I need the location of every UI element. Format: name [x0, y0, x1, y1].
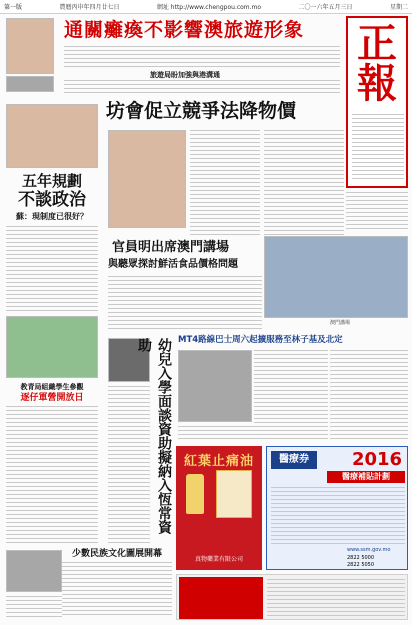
- story3-subhead: 與聽眾探討鮮活食品價格問題: [108, 259, 238, 270]
- bottom-left-photo: [6, 550, 62, 592]
- medical-advert-website[interactable]: www.ssm.gov.mo: [347, 547, 391, 553]
- oil-advert-footer: 真物藥業有限公司: [194, 556, 243, 563]
- lead-headline: 通關癱瘓不影響澳旅遊形象: [64, 19, 305, 41]
- story4-headline: 幼兒入學面談資助擬納入恆常資助: [136, 338, 172, 534]
- bottom-ad-strip[interactable]: [176, 574, 408, 620]
- story5-body-1: [254, 350, 328, 424]
- story2-body-col1: [190, 130, 260, 236]
- lunar-date: 農曆丙申年四月廿七日: [59, 4, 120, 11]
- oil-bottle-icon: [186, 474, 204, 514]
- bottom-left-body: [62, 562, 172, 618]
- section-label: 第一版: [4, 4, 23, 11]
- weekday: 星期二: [389, 4, 408, 11]
- masthead-title-2: 報: [357, 60, 397, 107]
- site-url[interactable]: 網址 http://www.chengpou.com.mo: [156, 4, 262, 11]
- side-headline-2: 不談政治: [18, 190, 86, 210]
- lead-subhead: 旅遊局盼加強與港溝通: [150, 71, 220, 79]
- masthead: [346, 16, 408, 188]
- bottom-left-headline: 少數民族文化圖展開幕: [71, 549, 162, 559]
- side-body-text: [6, 226, 98, 312]
- story5-headline: MT4路線巴士周六起擴服務至林子基及北定: [178, 335, 343, 345]
- left-col-headline-2: 逐仔軍營開放日: [20, 393, 84, 403]
- medical-voucher-advert[interactable]: [266, 446, 408, 570]
- story2-headline: 坊會促立競爭法降物價: [106, 100, 297, 122]
- medical-advert-year: 2016: [351, 449, 403, 470]
- medical-voucher-logo: 醫療券: [271, 451, 317, 469]
- left-col-headline-1: 教青局組織學生參觀: [20, 383, 84, 391]
- story3-photo-caption: 澳門講場: [329, 320, 350, 326]
- medical-advert-phone-2: 2822 5050: [347, 562, 375, 568]
- medical-advert-phone-1: 2822 5000: [347, 555, 375, 561]
- bottom-ad-banner: [179, 577, 263, 619]
- oil-advert-title: 紅葉止痛油: [183, 454, 254, 469]
- story5-body-3: [178, 426, 328, 442]
- lead-portrait-photo: [6, 18, 54, 74]
- medical-advert-body: [271, 487, 405, 547]
- side-headline-1: 五年規劃: [21, 172, 82, 190]
- lead-body-text-2: [64, 80, 340, 96]
- medical-advert-banner: 醫療補貼計劃: [327, 471, 405, 483]
- left-col-body: [6, 406, 98, 546]
- masthead-bottom-text: [346, 192, 408, 232]
- masthead-title-1: 正: [357, 20, 397, 67]
- barracks-photo: [6, 316, 98, 378]
- issue-date: 二〇一六年五月三日: [298, 4, 353, 11]
- bottom-left-body-2: [6, 596, 62, 618]
- story3-photo: [264, 236, 408, 318]
- page-header-bar: [0, 0, 412, 14]
- side-subhead: 蘇：現制度已很好？: [16, 212, 88, 221]
- masthead-info: [352, 114, 404, 180]
- oil-advert[interactable]: [176, 446, 262, 570]
- story3-body: [108, 276, 262, 332]
- story2-interviewee-photo: [108, 130, 186, 228]
- bottom-ad-text: [267, 579, 405, 617]
- oil-box-icon: [216, 470, 252, 518]
- story2-body-col2: [264, 130, 344, 236]
- story2-portrait: [6, 104, 98, 168]
- lead-body-text: [64, 46, 340, 68]
- story5-body-2: [330, 350, 408, 440]
- story3-headline: 官員明出席澳門講場: [112, 240, 230, 255]
- story5-photo: [178, 350, 252, 422]
- lead-photo-2: [6, 76, 54, 92]
- story4-body: [108, 386, 150, 546]
